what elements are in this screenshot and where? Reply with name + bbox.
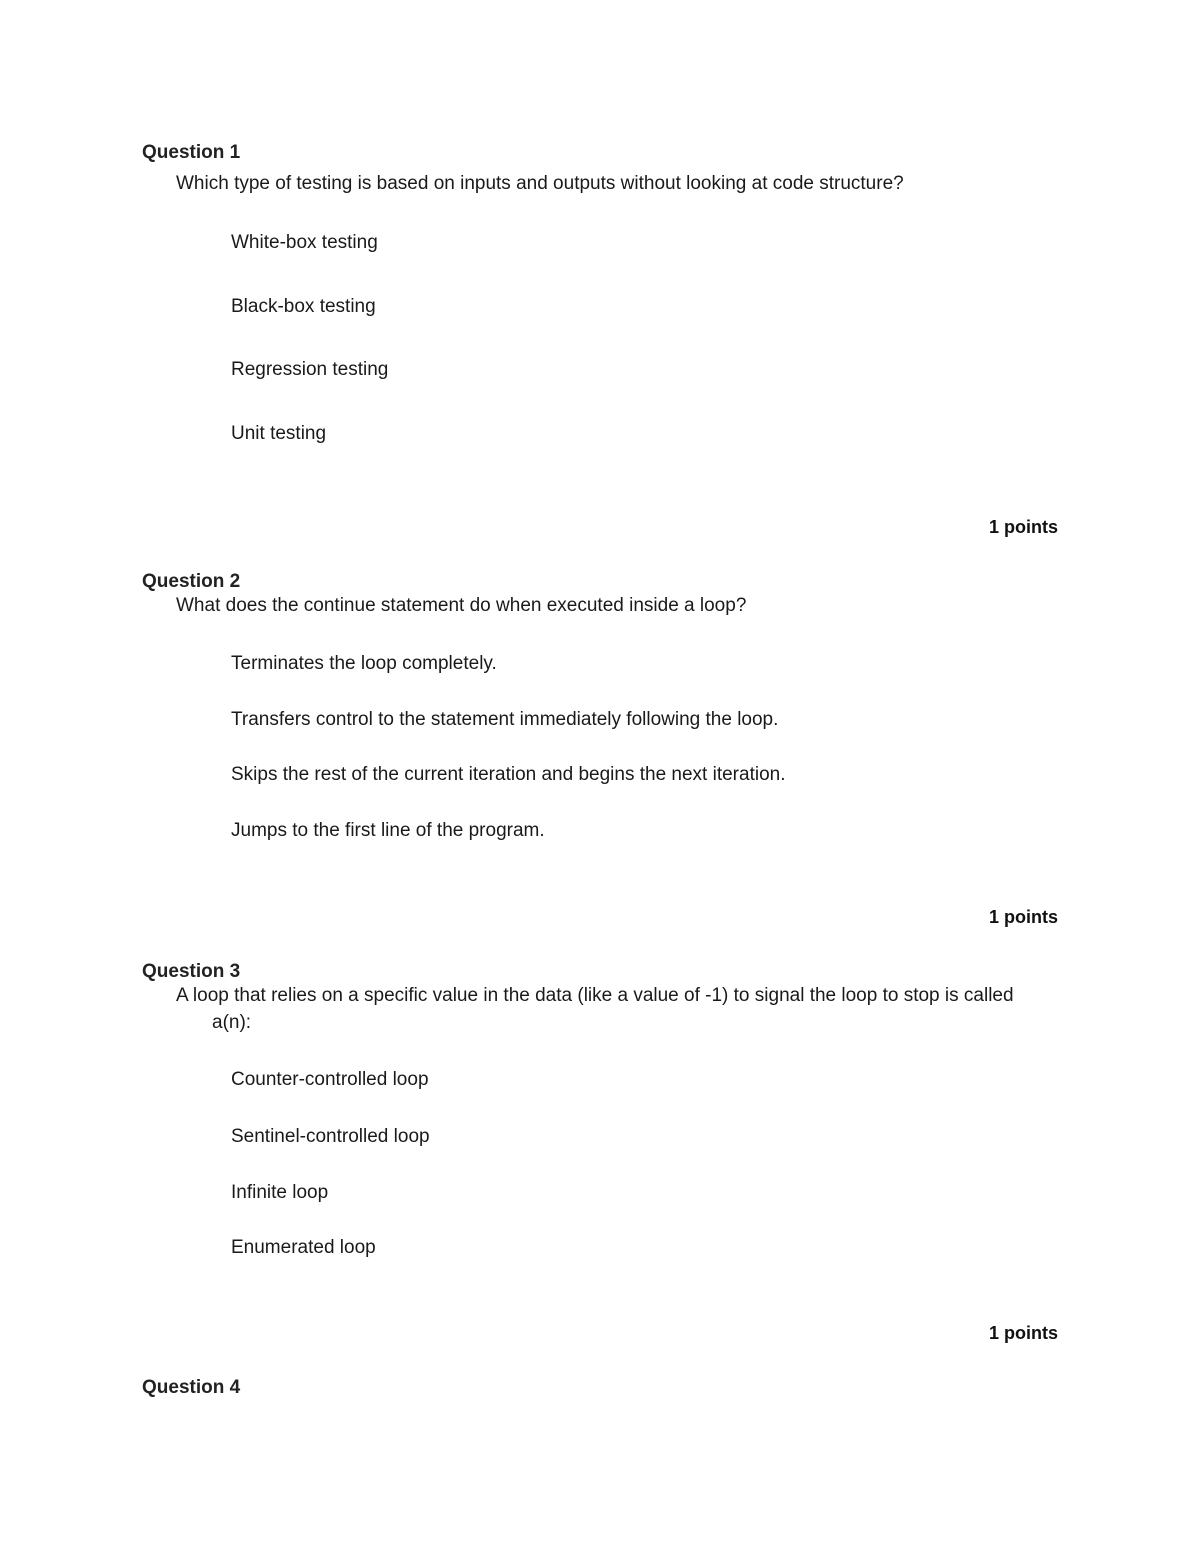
- question-1-points: 1 points: [988, 517, 1058, 537]
- question-3-text-continued: a(n):: [212, 1012, 252, 1033]
- question-2-points: 1 points: [988, 907, 1058, 927]
- question-1-heading: Question 1: [142, 142, 241, 163]
- question-1-option-d[interactable]: Unit testing: [231, 423, 327, 444]
- question-3-option-b[interactable]: Sentinel-controlled loop: [231, 1126, 430, 1147]
- question-2-text: What does the continue statement do when executed inside a loop?: [176, 595, 747, 616]
- question-2-option-a[interactable]: Terminates the loop completely.: [231, 653, 497, 674]
- question-2-option-c[interactable]: Skips the rest of the current iteration and begins the next iteration.: [231, 764, 786, 785]
- question-1-option-b[interactable]: Black-box testing: [231, 296, 376, 317]
- question-2-heading: Question 2: [142, 571, 241, 592]
- question-1-option-c[interactable]: Regression testing: [231, 359, 389, 380]
- question-1-text: Which type of testing is based on inputs and outputs without looking at code structure?: [176, 173, 904, 194]
- question-1-option-a[interactable]: White-box testing: [231, 232, 378, 253]
- question-3-option-d[interactable]: Enumerated loop: [231, 1237, 376, 1258]
- question-3-text: A loop that relies on a specific value in the data (like a value of -1) to signal the loop to stop is called: [176, 985, 1014, 1006]
- question-4-heading: Question 4: [142, 1377, 241, 1398]
- question-2-option-b[interactable]: Transfers control to the statement immediately following the loop.: [231, 709, 779, 730]
- question-3-points: 1 points: [988, 1323, 1058, 1343]
- question-3-option-a[interactable]: Counter-controlled loop: [231, 1069, 429, 1090]
- question-2-option-d[interactable]: Jumps to the first line of the program.: [231, 820, 545, 841]
- question-3-heading: Question 3: [142, 961, 241, 982]
- question-3-option-c[interactable]: Infinite loop: [231, 1182, 329, 1203]
